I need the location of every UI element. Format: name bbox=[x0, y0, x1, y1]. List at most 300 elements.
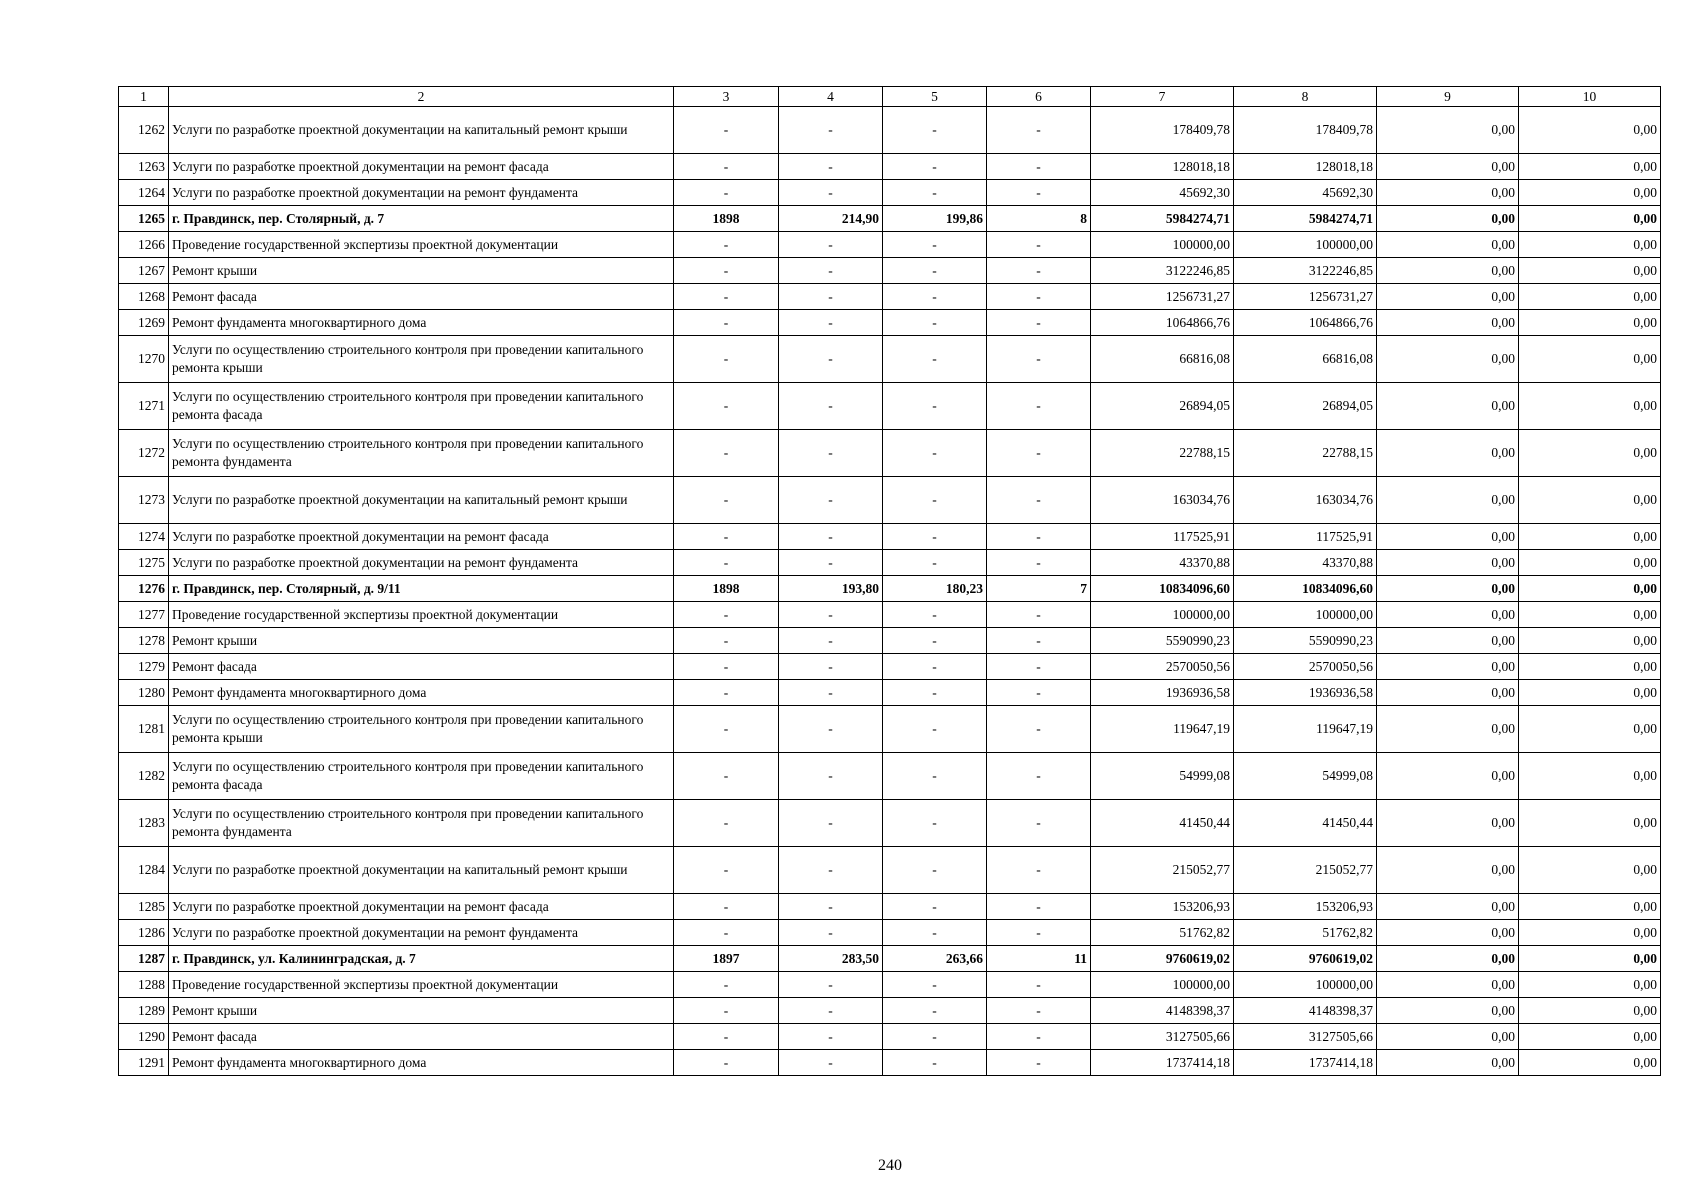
cost-total-cell: 1737414,18 bbox=[1091, 1050, 1234, 1076]
living-area-cell: - bbox=[883, 310, 987, 336]
residents-cell: - bbox=[987, 1024, 1091, 1050]
cost-fund-cell: 22788,15 bbox=[1234, 430, 1377, 477]
work-name-cell: Услуги по разработке проектной документации на ремонт фундамента bbox=[169, 920, 674, 946]
row-number-cell: 1288 bbox=[119, 972, 169, 998]
table-row bbox=[119, 107, 1661, 154]
cost-fund-cell: 100000,00 bbox=[1234, 232, 1377, 258]
row-number-cell: 1277 bbox=[119, 602, 169, 628]
year-cell: - bbox=[674, 383, 779, 430]
work-name-cell: Услуги по разработке проектной документации на капитальный ремонт крыши bbox=[169, 107, 674, 154]
cost-total-cell: 5984274,71 bbox=[1091, 206, 1234, 232]
cost-other-cell: 0,00 bbox=[1377, 706, 1519, 753]
table-row bbox=[119, 310, 1661, 336]
cost-owners-cell: 0,00 bbox=[1519, 206, 1661, 232]
living-area-cell: - bbox=[883, 920, 987, 946]
living-area-cell: - bbox=[883, 550, 987, 576]
work-name-cell: Услуги по осуществлению строительного контроля при проведении капитального ремонта фасада bbox=[169, 753, 674, 800]
year-cell: - bbox=[674, 680, 779, 706]
cost-total-cell: 51762,82 bbox=[1091, 920, 1234, 946]
work-name-cell: Ремонт фундамента многоквартирного дома bbox=[169, 1050, 674, 1076]
living-area-cell: - bbox=[883, 1024, 987, 1050]
residents-cell: - bbox=[987, 430, 1091, 477]
total-area-cell: - bbox=[779, 654, 883, 680]
row-number-cell: 1268 bbox=[119, 284, 169, 310]
row-number-cell: 1276 bbox=[119, 576, 169, 602]
cost-other-cell: 0,00 bbox=[1377, 258, 1519, 284]
year-cell: - bbox=[674, 998, 779, 1024]
work-name-cell: Ремонт крыши bbox=[169, 628, 674, 654]
row-number-cell: 1266 bbox=[119, 232, 169, 258]
residents-cell: - bbox=[987, 154, 1091, 180]
living-area-cell: - bbox=[883, 654, 987, 680]
cost-other-cell: 0,00 bbox=[1377, 680, 1519, 706]
work-name-cell: Услуги по осуществлению строительного контроля при проведении капитального ремонта фундамента bbox=[169, 800, 674, 847]
total-area-cell: - bbox=[779, 800, 883, 847]
work-name-cell: Услуги по разработке проектной документации на капитальный ремонт крыши bbox=[169, 847, 674, 894]
cost-total-cell: 163034,76 bbox=[1091, 477, 1234, 524]
column-header: 4 bbox=[779, 87, 883, 107]
row-number-cell: 1283 bbox=[119, 800, 169, 847]
cost-total-cell: 153206,93 bbox=[1091, 894, 1234, 920]
total-area-cell: - bbox=[779, 706, 883, 753]
table-row bbox=[119, 1050, 1661, 1076]
row-number-cell: 1284 bbox=[119, 847, 169, 894]
work-name-cell: Проведение государственной экспертизы проектной документации bbox=[169, 602, 674, 628]
row-number-cell: 1291 bbox=[119, 1050, 169, 1076]
residents-cell: - bbox=[987, 383, 1091, 430]
total-area-cell: - bbox=[779, 1024, 883, 1050]
cost-other-cell: 0,00 bbox=[1377, 310, 1519, 336]
residents-cell: - bbox=[987, 258, 1091, 284]
cost-total-cell: 22788,15 bbox=[1091, 430, 1234, 477]
cost-total-cell: 54999,08 bbox=[1091, 753, 1234, 800]
living-area-cell: - bbox=[883, 383, 987, 430]
cost-fund-cell: 178409,78 bbox=[1234, 107, 1377, 154]
page-number: 240 bbox=[878, 1157, 902, 1174]
cost-fund-cell: 10834096,60 bbox=[1234, 576, 1377, 602]
row-number-cell: 1274 bbox=[119, 524, 169, 550]
cost-total-cell: 26894,05 bbox=[1091, 383, 1234, 430]
row-number-cell: 1281 bbox=[119, 706, 169, 753]
row-number-cell: 1264 bbox=[119, 180, 169, 206]
year-cell: 1898 bbox=[674, 206, 779, 232]
total-area-cell: 283,50 bbox=[779, 946, 883, 972]
total-area-cell: - bbox=[779, 180, 883, 206]
table-row bbox=[119, 180, 1661, 206]
total-area-cell: - bbox=[779, 383, 883, 430]
cost-other-cell: 0,00 bbox=[1377, 284, 1519, 310]
cost-fund-cell: 45692,30 bbox=[1234, 180, 1377, 206]
cost-total-cell: 9760619,02 bbox=[1091, 946, 1234, 972]
total-area-cell: - bbox=[779, 1050, 883, 1076]
cost-owners-cell: 0,00 bbox=[1519, 258, 1661, 284]
table-row bbox=[119, 920, 1661, 946]
cost-other-cell: 0,00 bbox=[1377, 107, 1519, 154]
cost-owners-cell: 0,00 bbox=[1519, 180, 1661, 206]
year-cell: - bbox=[674, 800, 779, 847]
cost-fund-cell: 5590990,23 bbox=[1234, 628, 1377, 654]
row-number-cell: 1273 bbox=[119, 477, 169, 524]
cost-fund-cell: 9760619,02 bbox=[1234, 946, 1377, 972]
cost-owners-cell: 0,00 bbox=[1519, 946, 1661, 972]
residents-cell: - bbox=[987, 310, 1091, 336]
total-area-cell: - bbox=[779, 284, 883, 310]
table-row bbox=[119, 154, 1661, 180]
cost-other-cell: 0,00 bbox=[1377, 154, 1519, 180]
table-row bbox=[119, 706, 1661, 753]
living-area-cell: - bbox=[883, 602, 987, 628]
row-number-cell: 1265 bbox=[119, 206, 169, 232]
year-cell: - bbox=[674, 310, 779, 336]
row-number-cell: 1289 bbox=[119, 998, 169, 1024]
cost-fund-cell: 128018,18 bbox=[1234, 154, 1377, 180]
total-area-cell: - bbox=[779, 258, 883, 284]
cost-other-cell: 0,00 bbox=[1377, 920, 1519, 946]
residents-cell: - bbox=[987, 972, 1091, 998]
year-cell: - bbox=[674, 430, 779, 477]
cost-fund-cell: 3127505,66 bbox=[1234, 1024, 1377, 1050]
work-name-cell: г. Правдинск, ул. Калининградская, д. 7 bbox=[169, 946, 674, 972]
cost-total-cell: 5590990,23 bbox=[1091, 628, 1234, 654]
cost-owners-cell: 0,00 bbox=[1519, 680, 1661, 706]
cost-fund-cell: 54999,08 bbox=[1234, 753, 1377, 800]
cost-other-cell: 0,00 bbox=[1377, 628, 1519, 654]
residents-cell: - bbox=[987, 284, 1091, 310]
cost-owners-cell: 0,00 bbox=[1519, 920, 1661, 946]
cost-total-cell: 45692,30 bbox=[1091, 180, 1234, 206]
cost-fund-cell: 5984274,71 bbox=[1234, 206, 1377, 232]
residents-cell: - bbox=[987, 1050, 1091, 1076]
cost-total-cell: 119647,19 bbox=[1091, 706, 1234, 753]
cost-total-cell: 2570050,56 bbox=[1091, 654, 1234, 680]
cost-owners-cell: 0,00 bbox=[1519, 232, 1661, 258]
cost-owners-cell: 0,00 bbox=[1519, 1050, 1661, 1076]
total-area-cell: - bbox=[779, 550, 883, 576]
cost-other-cell: 0,00 bbox=[1377, 800, 1519, 847]
living-area-cell: - bbox=[883, 107, 987, 154]
cost-total-cell: 128018,18 bbox=[1091, 154, 1234, 180]
table-row bbox=[119, 232, 1661, 258]
year-cell: 1898 bbox=[674, 576, 779, 602]
column-header: 10 bbox=[1519, 87, 1661, 107]
residents-cell: - bbox=[987, 706, 1091, 753]
cost-owners-cell: 0,00 bbox=[1519, 550, 1661, 576]
work-name-cell: Услуги по разработке проектной документации на капитальный ремонт крыши bbox=[169, 477, 674, 524]
document-sheet bbox=[118, 86, 1660, 1076]
total-area-cell: - bbox=[779, 998, 883, 1024]
cost-total-cell: 1936936,58 bbox=[1091, 680, 1234, 706]
living-area-cell: - bbox=[883, 284, 987, 310]
total-area-cell: - bbox=[779, 310, 883, 336]
cost-total-cell: 41450,44 bbox=[1091, 800, 1234, 847]
total-area-cell: - bbox=[779, 680, 883, 706]
living-area-cell: - bbox=[883, 998, 987, 1024]
cost-total-cell: 100000,00 bbox=[1091, 232, 1234, 258]
cost-owners-cell: 0,00 bbox=[1519, 430, 1661, 477]
cost-fund-cell: 100000,00 bbox=[1234, 972, 1377, 998]
living-area-cell: - bbox=[883, 232, 987, 258]
cost-owners-cell: 0,00 bbox=[1519, 524, 1661, 550]
table-row bbox=[119, 972, 1661, 998]
work-name-cell: Проведение государственной экспертизы проектной документации bbox=[169, 972, 674, 998]
row-number-cell: 1271 bbox=[119, 383, 169, 430]
table-row bbox=[119, 602, 1661, 628]
year-cell: 1897 bbox=[674, 946, 779, 972]
table-row bbox=[119, 847, 1661, 894]
cost-owners-cell: 0,00 bbox=[1519, 336, 1661, 383]
cost-owners-cell: 0,00 bbox=[1519, 310, 1661, 336]
work-name-cell: Ремонт фасада bbox=[169, 284, 674, 310]
cost-other-cell: 0,00 bbox=[1377, 1024, 1519, 1050]
cost-other-cell: 0,00 bbox=[1377, 753, 1519, 800]
living-area-cell: 263,66 bbox=[883, 946, 987, 972]
residents-cell: - bbox=[987, 107, 1091, 154]
work-name-cell: Услуги по осуществлению строительного контроля при проведении капитального ремонта фундамента bbox=[169, 430, 674, 477]
table-row bbox=[119, 654, 1661, 680]
living-area-cell: - bbox=[883, 477, 987, 524]
total-area-cell: - bbox=[779, 628, 883, 654]
cost-owners-cell: 0,00 bbox=[1519, 706, 1661, 753]
cost-total-cell: 66816,08 bbox=[1091, 336, 1234, 383]
living-area-cell: - bbox=[883, 972, 987, 998]
year-cell: - bbox=[674, 232, 779, 258]
residents-cell: 11 bbox=[987, 946, 1091, 972]
residents-cell: - bbox=[987, 524, 1091, 550]
residents-cell: - bbox=[987, 654, 1091, 680]
column-header: 2 bbox=[169, 87, 674, 107]
column-header: 5 bbox=[883, 87, 987, 107]
residents-cell: 7 bbox=[987, 576, 1091, 602]
cost-owners-cell: 0,00 bbox=[1519, 477, 1661, 524]
cost-other-cell: 0,00 bbox=[1377, 232, 1519, 258]
work-name-cell: Услуги по осуществлению строительного контроля при проведении капитального ремонта фасада bbox=[169, 383, 674, 430]
register-table bbox=[118, 86, 1661, 1076]
cost-other-cell: 0,00 bbox=[1377, 524, 1519, 550]
table-row bbox=[119, 550, 1661, 576]
residents-cell: - bbox=[987, 628, 1091, 654]
column-header: 6 bbox=[987, 87, 1091, 107]
row-number-cell: 1270 bbox=[119, 336, 169, 383]
cost-fund-cell: 1256731,27 bbox=[1234, 284, 1377, 310]
cost-owners-cell: 0,00 bbox=[1519, 847, 1661, 894]
year-cell: - bbox=[674, 477, 779, 524]
cost-other-cell: 0,00 bbox=[1377, 972, 1519, 998]
cost-total-cell: 3127505,66 bbox=[1091, 1024, 1234, 1050]
residents-cell: - bbox=[987, 800, 1091, 847]
address-row bbox=[119, 946, 1661, 972]
year-cell: - bbox=[674, 258, 779, 284]
column-header: 9 bbox=[1377, 87, 1519, 107]
living-area-cell: - bbox=[883, 1050, 987, 1076]
total-area-cell: - bbox=[779, 972, 883, 998]
cost-owners-cell: 0,00 bbox=[1519, 894, 1661, 920]
year-cell: - bbox=[674, 284, 779, 310]
residents-cell: 8 bbox=[987, 206, 1091, 232]
living-area-cell: - bbox=[883, 894, 987, 920]
cost-total-cell: 10834096,60 bbox=[1091, 576, 1234, 602]
cost-other-cell: 0,00 bbox=[1377, 430, 1519, 477]
row-number-cell: 1269 bbox=[119, 310, 169, 336]
year-cell: - bbox=[674, 1050, 779, 1076]
residents-cell: - bbox=[987, 180, 1091, 206]
cost-other-cell: 0,00 bbox=[1377, 998, 1519, 1024]
cost-owners-cell: 0,00 bbox=[1519, 628, 1661, 654]
table-row bbox=[119, 894, 1661, 920]
work-name-cell: Ремонт крыши bbox=[169, 258, 674, 284]
table-row bbox=[119, 284, 1661, 310]
cost-total-cell: 100000,00 bbox=[1091, 602, 1234, 628]
living-area-cell: - bbox=[883, 430, 987, 477]
row-number-cell: 1262 bbox=[119, 107, 169, 154]
cost-other-cell: 0,00 bbox=[1377, 180, 1519, 206]
work-name-cell: Ремонт фасада bbox=[169, 654, 674, 680]
work-name-cell: Ремонт фундамента многоквартирного дома bbox=[169, 310, 674, 336]
cost-total-cell: 1256731,27 bbox=[1091, 284, 1234, 310]
cost-fund-cell: 43370,88 bbox=[1234, 550, 1377, 576]
work-name-cell: г. Правдинск, пер. Столярный, д. 9/11 bbox=[169, 576, 674, 602]
table-row bbox=[119, 336, 1661, 383]
cost-owners-cell: 0,00 bbox=[1519, 1024, 1661, 1050]
living-area-cell: - bbox=[883, 258, 987, 284]
cost-other-cell: 0,00 bbox=[1377, 576, 1519, 602]
cost-fund-cell: 1064866,76 bbox=[1234, 310, 1377, 336]
living-area-cell: - bbox=[883, 753, 987, 800]
total-area-cell: - bbox=[779, 154, 883, 180]
year-cell: - bbox=[674, 920, 779, 946]
table-row bbox=[119, 753, 1661, 800]
table-row bbox=[119, 680, 1661, 706]
living-area-cell: - bbox=[883, 180, 987, 206]
cost-owners-cell: 0,00 bbox=[1519, 383, 1661, 430]
work-name-cell: Ремонт фасада bbox=[169, 1024, 674, 1050]
living-area-cell: - bbox=[883, 336, 987, 383]
year-cell: - bbox=[674, 180, 779, 206]
row-number-cell: 1286 bbox=[119, 920, 169, 946]
cost-other-cell: 0,00 bbox=[1377, 383, 1519, 430]
cost-owners-cell: 0,00 bbox=[1519, 602, 1661, 628]
cost-fund-cell: 117525,91 bbox=[1234, 524, 1377, 550]
cost-owners-cell: 0,00 bbox=[1519, 998, 1661, 1024]
table-row bbox=[119, 430, 1661, 477]
year-cell: - bbox=[674, 107, 779, 154]
living-area-cell: - bbox=[883, 706, 987, 753]
living-area-cell: - bbox=[883, 628, 987, 654]
year-cell: - bbox=[674, 1024, 779, 1050]
year-cell: - bbox=[674, 753, 779, 800]
work-name-cell: Ремонт крыши bbox=[169, 998, 674, 1024]
cost-owners-cell: 0,00 bbox=[1519, 154, 1661, 180]
cost-fund-cell: 163034,76 bbox=[1234, 477, 1377, 524]
column-header: 3 bbox=[674, 87, 779, 107]
year-cell: - bbox=[674, 654, 779, 680]
residents-cell: - bbox=[987, 753, 1091, 800]
table-row bbox=[119, 258, 1661, 284]
cost-total-cell: 3122246,85 bbox=[1091, 258, 1234, 284]
work-name-cell: Ремонт фундамента многоквартирного дома bbox=[169, 680, 674, 706]
cost-fund-cell: 100000,00 bbox=[1234, 602, 1377, 628]
cost-total-cell: 43370,88 bbox=[1091, 550, 1234, 576]
living-area-cell: 199,86 bbox=[883, 206, 987, 232]
row-number-cell: 1275 bbox=[119, 550, 169, 576]
cost-owners-cell: 0,00 bbox=[1519, 800, 1661, 847]
row-number-cell: 1279 bbox=[119, 654, 169, 680]
residents-cell: - bbox=[987, 232, 1091, 258]
cost-fund-cell: 3122246,85 bbox=[1234, 258, 1377, 284]
row-number-cell: 1287 bbox=[119, 946, 169, 972]
total-area-cell: - bbox=[779, 894, 883, 920]
year-cell: - bbox=[674, 706, 779, 753]
year-cell: - bbox=[674, 524, 779, 550]
cost-owners-cell: 0,00 bbox=[1519, 972, 1661, 998]
row-number-cell: 1267 bbox=[119, 258, 169, 284]
cost-other-cell: 0,00 bbox=[1377, 1050, 1519, 1076]
cost-total-cell: 178409,78 bbox=[1091, 107, 1234, 154]
year-cell: - bbox=[674, 628, 779, 654]
row-number-cell: 1263 bbox=[119, 154, 169, 180]
residents-cell: - bbox=[987, 550, 1091, 576]
residents-cell: - bbox=[987, 894, 1091, 920]
cost-fund-cell: 26894,05 bbox=[1234, 383, 1377, 430]
cost-other-cell: 0,00 bbox=[1377, 206, 1519, 232]
table-row bbox=[119, 800, 1661, 847]
work-name-cell: Проведение государственной экспертизы проектной документации bbox=[169, 232, 674, 258]
work-name-cell: Услуги по осуществлению строительного контроля при проведении капитального ремонта крыши bbox=[169, 706, 674, 753]
cost-other-cell: 0,00 bbox=[1377, 654, 1519, 680]
cost-owners-cell: 0,00 bbox=[1519, 753, 1661, 800]
work-name-cell: Услуги по разработке проектной документации на ремонт фасада bbox=[169, 894, 674, 920]
cost-other-cell: 0,00 bbox=[1377, 550, 1519, 576]
total-area-cell: - bbox=[779, 232, 883, 258]
residents-cell: - bbox=[987, 477, 1091, 524]
total-area-cell: - bbox=[779, 524, 883, 550]
year-cell: - bbox=[674, 336, 779, 383]
row-number-cell: 1272 bbox=[119, 430, 169, 477]
cost-other-cell: 0,00 bbox=[1377, 946, 1519, 972]
cost-fund-cell: 119647,19 bbox=[1234, 706, 1377, 753]
table-row bbox=[119, 998, 1661, 1024]
living-area-cell: - bbox=[883, 680, 987, 706]
row-number-cell: 1282 bbox=[119, 753, 169, 800]
cost-total-cell: 1064866,76 bbox=[1091, 310, 1234, 336]
residents-cell: - bbox=[987, 336, 1091, 383]
row-number-cell: 1285 bbox=[119, 894, 169, 920]
residents-cell: - bbox=[987, 602, 1091, 628]
column-header: 1 bbox=[119, 87, 169, 107]
row-number-cell: 1290 bbox=[119, 1024, 169, 1050]
column-header: 7 bbox=[1091, 87, 1234, 107]
year-cell: - bbox=[674, 602, 779, 628]
living-area-cell: - bbox=[883, 800, 987, 847]
cost-fund-cell: 1936936,58 bbox=[1234, 680, 1377, 706]
cost-owners-cell: 0,00 bbox=[1519, 284, 1661, 310]
cost-other-cell: 0,00 bbox=[1377, 847, 1519, 894]
year-cell: - bbox=[674, 847, 779, 894]
cost-fund-cell: 41450,44 bbox=[1234, 800, 1377, 847]
cost-total-cell: 117525,91 bbox=[1091, 524, 1234, 550]
cost-fund-cell: 153206,93 bbox=[1234, 894, 1377, 920]
work-name-cell: Услуги по разработке проектной документации на ремонт фасада bbox=[169, 154, 674, 180]
address-row bbox=[119, 206, 1661, 232]
cost-fund-cell: 51762,82 bbox=[1234, 920, 1377, 946]
total-area-cell: - bbox=[779, 753, 883, 800]
cost-other-cell: 0,00 bbox=[1377, 477, 1519, 524]
work-name-cell: Услуги по разработке проектной документации на ремонт фасада bbox=[169, 524, 674, 550]
cost-total-cell: 215052,77 bbox=[1091, 847, 1234, 894]
cost-other-cell: 0,00 bbox=[1377, 602, 1519, 628]
cost-fund-cell: 4148398,37 bbox=[1234, 998, 1377, 1024]
living-area-cell: - bbox=[883, 524, 987, 550]
total-area-cell: 193,80 bbox=[779, 576, 883, 602]
